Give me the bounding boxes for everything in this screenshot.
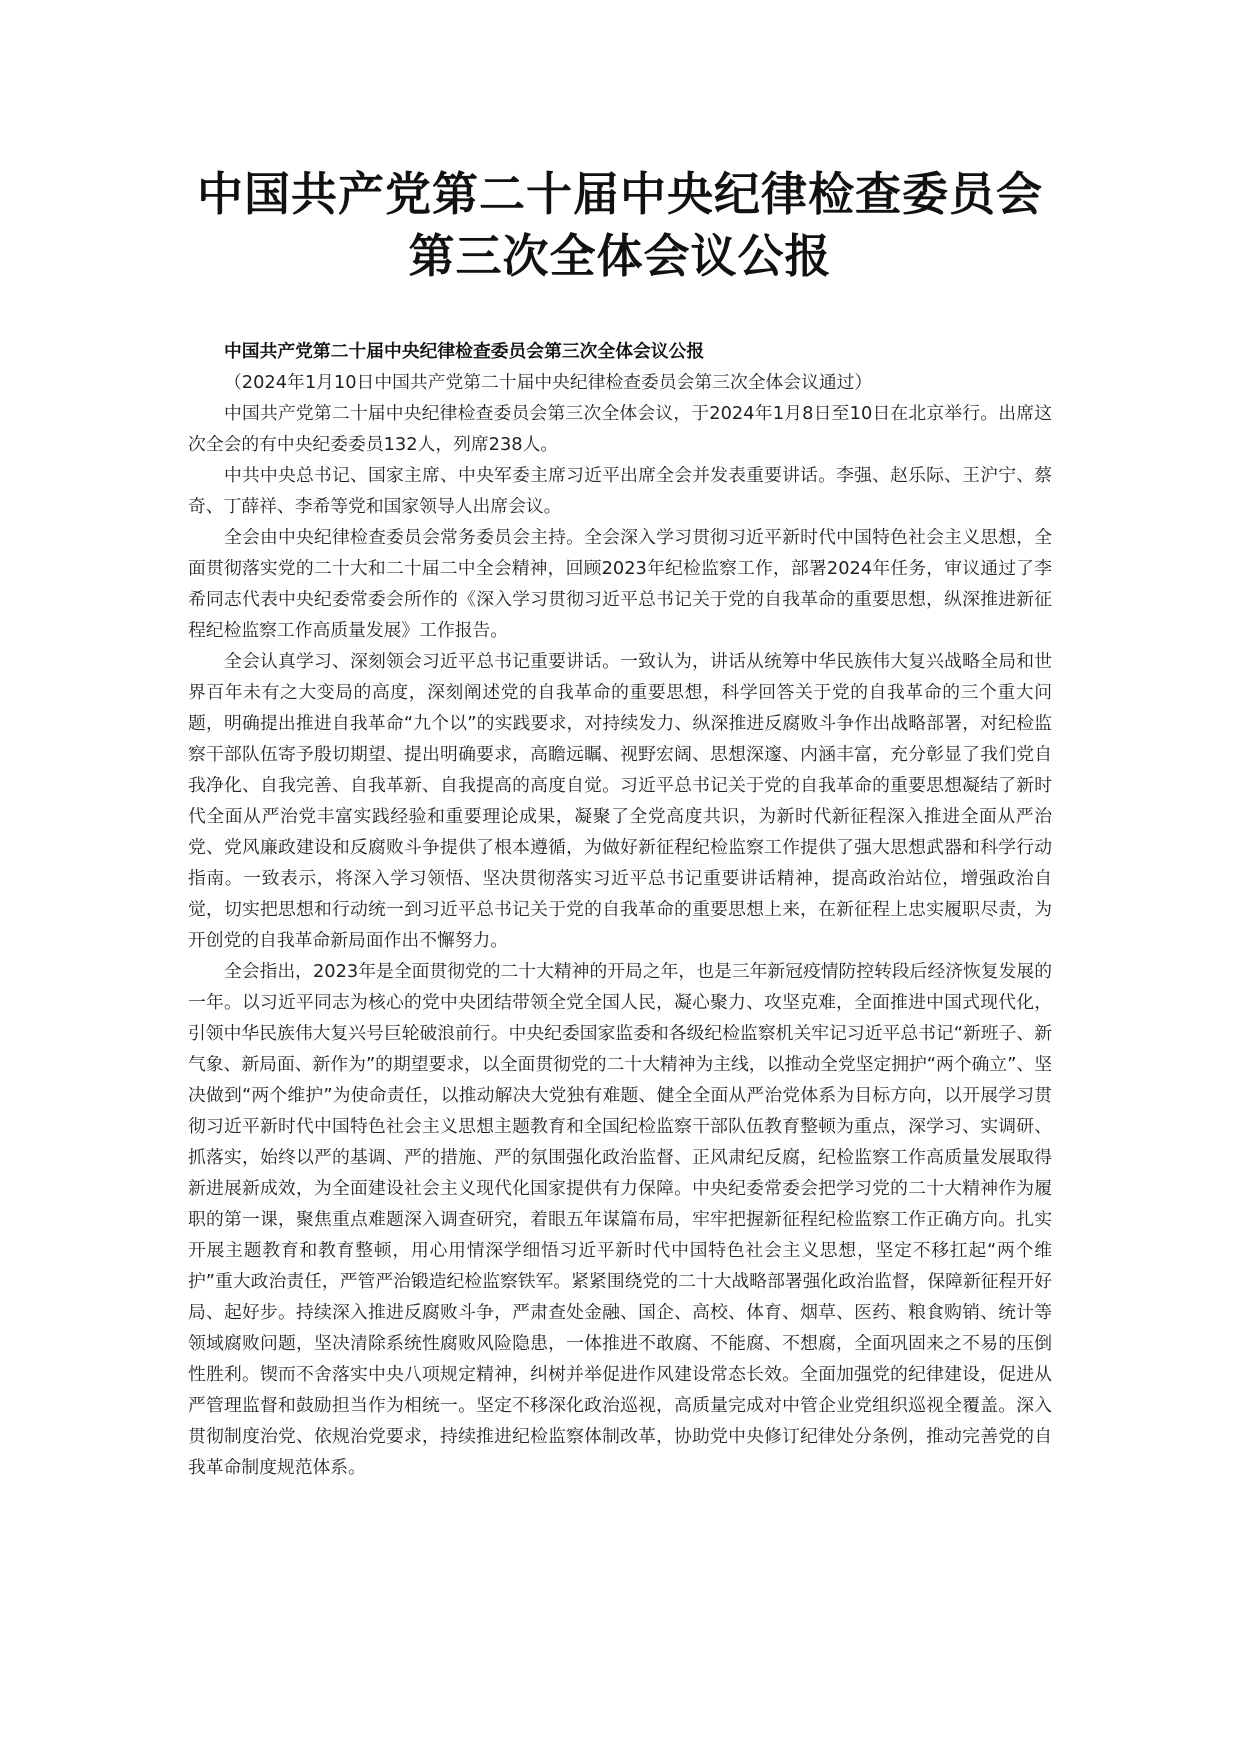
paragraph-5: 全会指出，2023年是全面贯彻党的二十大精神的开局之年，也是三年新冠疫情防控转段后经济恢复发展的一年。以习近平同志为核心的党中央团结带领全党全国人民，凝心聚力、攻坚克难，全面推进中国式现代化，引领中华民族伟大复兴号巨轮破浪前行。中央纪委国家监委和各级纪检监察机关牢记习近平总书记“新班子、新气象、新局面、新作为”的期望要求，以全面贯彻党的二十大精神为主线，以推动全党坚定拥护“两个确立”、坚决做到“两个维护”为使命责任，以推动解决大党独有难题、健全全面从严治党体系为目标方向，以开展学习贯彻习近平新时代中国特色社会主义思想主题教育和全国纪检监察干部队伍教育整顿为重点，深学习、实调研、抓落实，始终以严的基调、严的措施、严的氛围强化政治监督、正风肃纪反腐，纪检监察工作高质量发展取得新进展新成效，为全面建设社会主义现代化国家提供有力保障。中央纪委常委会把学习党的二十大精神作为履职的第一课，聚焦重点难题深入调查研究，着眼五年谋篇布局，牢牢把握新征程纪检监察工作正确方向。扎实开展主题教育和教育整顿，用心用情深学细悟习近平新时代中国特色社会主义思想，坚定不移扛起“两个维护”重大政治责任，严管严治锻造纪检监察铁军。紧紧围绕党的二十大战略部署强化政治监督，保障新征程开好局、起好步。持续深入推进反腐败斗争，严肃查处金融、国企、高校、体育、烟草、医药、粮食购销、统计等领域腐败问题，坚决清除系统性腐败风险隐患，一体推进不敢腐、不能腐、不想腐，全面巩固来之不易的压倒性胜利。锲而不舍落实中央八项规定精神，纠树并举促进作风建设常态长效。全面加强党的纪律建设，促进从严管理监督和鼓励担当作为相统一。坚定不移深化政治巡视，高质量完成对中管企业党组织巡视全覆盖。深入贯彻制度治党、依规治党要求，持续推进纪检监察体制改革，协助党中央修订纪律处分条例，推动完善党的自我革命制度规范体系。 xyxy=(188,961,1052,1478)
document-heading: 中国共产党第二十届中央纪律检查委员会第三次全体会议公报 xyxy=(224,341,705,362)
title-line-2: 第三次全体会议公报 xyxy=(408,229,832,283)
paragraph-3: 全会由中央纪律检查委员会常务委员会主持。全会深入学习贯彻习近平新时代中国特色社会主义思想，全面贯彻落实党的二十大和二十届二中全会精神，回顾2023年纪检监察工作，部署2024年任务，审议通过了李希同志代表中央纪委常委会所作的《深入学习贯彻习近平总书记关于党的自我革命的重要思想，纵深推进新征程纪检监察工作高质量发展》工作报告。 xyxy=(188,527,1052,641)
paragraph-2: 中共中央总书记、国家主席、中央军委主席习近平出席全会并发表重要讲话。李强、赵乐际、王沪宁、蔡奇、丁薛祥、李希等党和国家领导人出席会议。 xyxy=(188,465,1052,517)
paragraph-4: 全会认真学习、深刻领会习近平总书记重要讲话。一致认为，讲话从统筹中华民族伟大复兴战略全局和世界百年未有之大变局的高度，深刻阐述党的自我革命的重要思想，科学回答关于党的自我革命的三个重大问题，明确提出推进自我革命“九个以”的实践要求，对持续发力、纵深推进反腐败斗争作出战略部署，对纪检监察干部队伍寄予殷切期望、提出明确要求，高瞻远瞩、视野宏阔、思想深邃、内涵丰富，充分彰显了我们党自我净化、自我完善、自我革新、自我提高的高度自觉。习近平总书记关于党的自我革命的重要思想凝结了新时代全面从严治党丰富实践经验和重要理论成果，凝聚了全党高度共识，为新时代新征程深入推进全面从严治党、党风廉政建设和反腐败斗争提供了根本遵循，为做好新征程纪检监察工作提供了强大思想武器和科学行动指南。一致表示，将深入学习领悟、坚决贯彻落实习近平总书记重要讲话精神，提高政治站位，增强政治自觉，切实把思想和行动统一到习近平总书记关于党的自我革命的重要思想上来，在新征程上忠实履职尽责，为开创党的自我革命新局面作出不懈努力。 xyxy=(188,651,1052,951)
title-line-1: 中国共产党第二十届中央纪律检查委员会 xyxy=(197,167,1043,221)
document-title xyxy=(0,163,1240,287)
paragraph-1: 中国共产党第二十届中央纪律检查委员会第三次全体会议，于2024年1月8日至10日在北京举行。出席这次全会的有中央纪委委员132人，列席238人。 xyxy=(188,403,1052,455)
document-body xyxy=(188,336,1052,1483)
adoption-note: （2024年1月10日中国共产党第二十届中央纪律检查委员会第三次全体会议通过） xyxy=(224,372,873,393)
